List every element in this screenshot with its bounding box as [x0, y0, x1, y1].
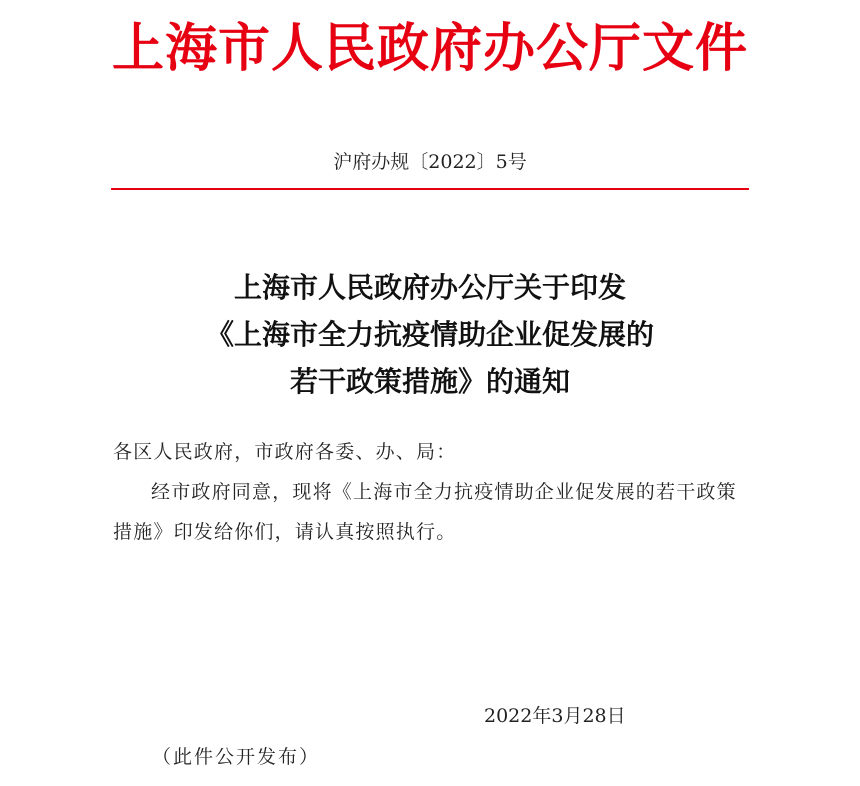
document-masthead: 上海市人民政府办公厅文件 [111, 18, 748, 79]
title-line-1: 上海市人民政府办公厅关于印发 [233, 271, 626, 304]
addressee: 各区人民政府，市政府各委、办、局： [113, 441, 457, 463]
red-separator-line [111, 188, 749, 190]
document-body [113, 432, 753, 552]
publication-note: （此件公开发布） [152, 746, 321, 768]
title-line-3: 若干政策措施》的通知 [289, 365, 570, 398]
document-title [0, 264, 860, 405]
body-paragraph: 经市政府同意，现将《上海市全力抗疫情助企业促发展的若干政策措施》印发给你们，请认真按照执行。 [113, 481, 737, 543]
issue-date: 2022年3月28日 [484, 705, 626, 727]
title-line-2: 《上海市全力抗疫情助企业促发展的 [205, 318, 654, 351]
document-number: 沪府办规〔2022〕5号 [333, 151, 527, 173]
